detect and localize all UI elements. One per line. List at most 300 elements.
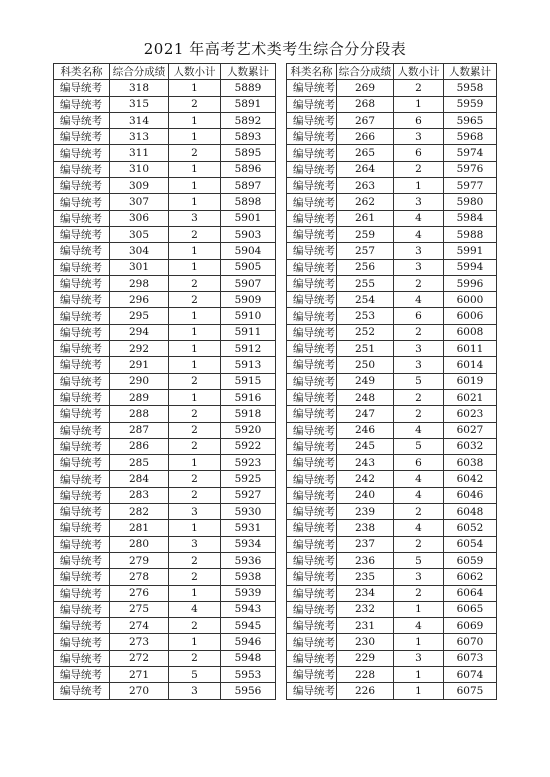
table-row [287, 601, 497, 617]
cell-score: 315 [110, 96, 169, 112]
table-row [54, 389, 276, 405]
cell-cumulative: 5945 [221, 618, 276, 634]
cell-score: 263 [337, 178, 394, 194]
cell-subject: 编导统考 [287, 471, 337, 487]
cell-cumulative: 5923 [221, 455, 276, 471]
cell-score: 275 [110, 601, 169, 617]
cell-cumulative: 5918 [221, 406, 276, 422]
cell-subject: 编导统考 [54, 487, 110, 503]
cell-score: 238 [337, 520, 394, 536]
table-row [287, 438, 497, 454]
cell-score: 280 [110, 536, 169, 552]
cell-count: 4 [394, 618, 444, 634]
cell-cumulative: 5930 [221, 504, 276, 520]
cell-subject: 编导统考 [287, 96, 337, 112]
table-row [54, 552, 276, 568]
cell-score: 284 [110, 471, 169, 487]
cell-cumulative: 5943 [221, 601, 276, 617]
table-row [287, 683, 497, 699]
cell-subject: 编导统考 [54, 504, 110, 520]
table-row [54, 438, 276, 454]
cell-score: 282 [110, 504, 169, 520]
cell-score: 234 [337, 585, 394, 601]
cell-count: 2 [169, 96, 221, 112]
cell-subject: 编导统考 [287, 683, 337, 699]
cell-cumulative: 5895 [221, 145, 276, 161]
cell-score: 230 [337, 634, 394, 650]
cell-count: 2 [169, 618, 221, 634]
cell-score: 314 [110, 112, 169, 128]
cell-count: 2 [394, 585, 444, 601]
cell-cumulative: 6073 [444, 650, 497, 666]
cell-score: 242 [337, 471, 394, 487]
cell-cumulative: 5898 [221, 194, 276, 210]
cell-score: 262 [337, 194, 394, 210]
cell-count: 1 [169, 324, 221, 340]
table-row [287, 618, 497, 634]
cell-score: 274 [110, 618, 169, 634]
cell-cumulative: 5925 [221, 471, 276, 487]
cell-cumulative: 6069 [444, 618, 497, 634]
table-row [54, 161, 276, 177]
cell-subject: 编导统考 [287, 666, 337, 682]
table-row [287, 487, 497, 503]
cell-subject: 编导统考 [54, 292, 110, 308]
cell-cumulative: 6023 [444, 406, 497, 422]
cell-score: 290 [110, 373, 169, 389]
table-row [287, 634, 497, 650]
cell-cumulative: 5920 [221, 422, 276, 438]
cell-score: 279 [110, 552, 169, 568]
cell-cumulative: 5968 [444, 129, 497, 145]
cell-count: 3 [394, 569, 444, 585]
cell-score: 285 [110, 455, 169, 471]
cell-count: 1 [169, 243, 221, 259]
cell-subject: 编导统考 [287, 536, 337, 552]
cell-subject: 编导统考 [54, 683, 110, 699]
cell-subject: 编导统考 [54, 601, 110, 617]
table-row [54, 634, 276, 650]
cell-count: 3 [394, 129, 444, 145]
cell-cumulative: 5988 [444, 226, 497, 242]
cell-count: 5 [394, 373, 444, 389]
cell-count: 4 [169, 601, 221, 617]
cell-subject: 编导统考 [287, 650, 337, 666]
cell-subject: 编导统考 [287, 275, 337, 291]
cell-count: 1 [169, 178, 221, 194]
cell-cumulative: 6014 [444, 357, 497, 373]
cell-score: 259 [337, 226, 394, 242]
cell-count: 2 [394, 406, 444, 422]
cell-score: 267 [337, 112, 394, 128]
cell-score: 292 [110, 341, 169, 357]
cell-subject: 编导统考 [54, 438, 110, 454]
cell-subject: 编导统考 [287, 520, 337, 536]
cell-cumulative: 5931 [221, 520, 276, 536]
cell-cumulative: 6008 [444, 324, 497, 340]
table-row [54, 292, 276, 308]
cell-count: 4 [394, 422, 444, 438]
cell-cumulative: 6062 [444, 569, 497, 585]
cell-score: 281 [110, 520, 169, 536]
table-row [287, 536, 497, 552]
cell-count: 1 [169, 389, 221, 405]
cell-subject: 编导统考 [54, 666, 110, 682]
table-row [287, 650, 497, 666]
header-row [287, 64, 497, 80]
cell-cumulative: 6054 [444, 536, 497, 552]
cell-cumulative: 6052 [444, 520, 497, 536]
cell-cumulative: 5907 [221, 275, 276, 291]
cell-score: 271 [110, 666, 169, 682]
cell-count: 2 [394, 536, 444, 552]
cell-subject: 编导统考 [287, 145, 337, 161]
table-row [54, 406, 276, 422]
table-row [54, 210, 276, 226]
cell-subject: 编导统考 [54, 389, 110, 405]
cell-count: 1 [169, 259, 221, 275]
table-row [54, 80, 276, 96]
cell-subject: 编导统考 [287, 161, 337, 177]
cell-count: 6 [394, 308, 444, 324]
cell-subject: 编导统考 [54, 422, 110, 438]
cell-count: 1 [169, 520, 221, 536]
cell-cumulative: 5965 [444, 112, 497, 128]
table-row [287, 96, 497, 112]
cell-score: 251 [337, 341, 394, 357]
cell-subject: 编导统考 [287, 210, 337, 226]
cell-cumulative: 5909 [221, 292, 276, 308]
cell-subject: 编导统考 [54, 520, 110, 536]
table-row [54, 520, 276, 536]
cell-score: 272 [110, 650, 169, 666]
table-row [54, 341, 276, 357]
cell-cumulative: 5891 [221, 96, 276, 112]
score-table-right [286, 63, 497, 700]
table-row [287, 422, 497, 438]
cell-score: 245 [337, 438, 394, 454]
table-row [54, 178, 276, 194]
table-row [287, 585, 497, 601]
cell-subject: 编导统考 [287, 357, 337, 373]
cell-subject: 编导统考 [54, 569, 110, 585]
cell-score: 296 [110, 292, 169, 308]
cell-score: 291 [110, 357, 169, 373]
cell-subject: 编导统考 [287, 569, 337, 585]
table-row [54, 471, 276, 487]
cell-score: 304 [110, 243, 169, 259]
cell-cumulative: 6019 [444, 373, 497, 389]
cell-cumulative: 5889 [221, 80, 276, 96]
table-row [54, 226, 276, 242]
cell-subject: 编导统考 [287, 504, 337, 520]
cell-subject: 编导统考 [54, 585, 110, 601]
table-row [287, 471, 497, 487]
table-row [287, 259, 497, 275]
cell-count: 1 [394, 178, 444, 194]
cell-subject: 编导统考 [287, 292, 337, 308]
cell-cumulative: 5892 [221, 112, 276, 128]
cell-score: 237 [337, 536, 394, 552]
table-row [287, 569, 497, 585]
cell-subject: 编导统考 [287, 243, 337, 259]
table-row [287, 308, 497, 324]
cell-subject: 编导统考 [287, 389, 337, 405]
cell-subject: 编导统考 [54, 308, 110, 324]
cell-score: 235 [337, 569, 394, 585]
cell-score: 289 [110, 389, 169, 405]
cell-cumulative: 6032 [444, 438, 497, 454]
cell-cumulative: 5934 [221, 536, 276, 552]
cell-cumulative: 6048 [444, 504, 497, 520]
cell-count: 3 [394, 259, 444, 275]
cell-cumulative: 5996 [444, 275, 497, 291]
cell-subject: 编导统考 [287, 324, 337, 340]
cell-count: 2 [169, 471, 221, 487]
cell-cumulative: 5913 [221, 357, 276, 373]
cell-score: 278 [110, 569, 169, 585]
cell-cumulative: 5980 [444, 194, 497, 210]
cell-subject: 编导统考 [54, 194, 110, 210]
cell-cumulative: 5976 [444, 161, 497, 177]
cell-count: 2 [169, 569, 221, 585]
table-row [287, 324, 497, 340]
table-row [54, 373, 276, 389]
cell-subject: 编导统考 [54, 129, 110, 145]
table-row [54, 129, 276, 145]
table-row [287, 292, 497, 308]
cell-cumulative: 5958 [444, 80, 497, 96]
cell-score: 252 [337, 324, 394, 340]
cell-count: 1 [169, 80, 221, 96]
cell-score: 301 [110, 259, 169, 275]
cell-count: 1 [169, 129, 221, 145]
cell-subject: 编导统考 [54, 210, 110, 226]
cell-subject: 编导统考 [54, 373, 110, 389]
table-row [287, 210, 497, 226]
cell-subject: 编导统考 [287, 178, 337, 194]
cell-score: 226 [337, 683, 394, 699]
col-header-count: 人数小计 [169, 64, 221, 80]
cell-score: 243 [337, 455, 394, 471]
table-row [54, 275, 276, 291]
cell-cumulative: 5916 [221, 389, 276, 405]
cell-subject: 编导统考 [287, 406, 337, 422]
cell-score: 240 [337, 487, 394, 503]
cell-subject: 编导统考 [54, 341, 110, 357]
cell-count: 2 [394, 324, 444, 340]
cell-count: 3 [394, 243, 444, 259]
cell-count: 2 [394, 275, 444, 291]
cell-cumulative: 5896 [221, 161, 276, 177]
header-row [54, 64, 276, 80]
cell-score: 287 [110, 422, 169, 438]
cell-score: 239 [337, 504, 394, 520]
cell-cumulative: 5915 [221, 373, 276, 389]
cell-cumulative: 5903 [221, 226, 276, 242]
cell-subject: 编导统考 [54, 96, 110, 112]
cell-subject: 编导统考 [54, 618, 110, 634]
table-row [287, 341, 497, 357]
cell-count: 1 [394, 634, 444, 650]
cell-score: 286 [110, 438, 169, 454]
cell-subject: 编导统考 [54, 275, 110, 291]
score-table-left [53, 63, 276, 700]
table-row [54, 259, 276, 275]
cell-count: 5 [394, 552, 444, 568]
cell-count: 2 [169, 292, 221, 308]
table-row [287, 666, 497, 682]
cell-score: 265 [337, 145, 394, 161]
col-header-cumulative: 人数累计 [444, 64, 497, 80]
cell-cumulative: 5897 [221, 178, 276, 194]
cell-subject: 编导统考 [54, 145, 110, 161]
cell-count: 1 [169, 357, 221, 373]
cell-cumulative: 5911 [221, 324, 276, 340]
table-row [54, 618, 276, 634]
col-header-subject: 科类名称 [287, 64, 337, 80]
cell-score: 268 [337, 96, 394, 112]
cell-subject: 编导统考 [287, 487, 337, 503]
cell-subject: 编导统考 [54, 634, 110, 650]
cell-count: 1 [169, 455, 221, 471]
cell-cumulative: 6038 [444, 455, 497, 471]
table-row [287, 373, 497, 389]
cell-count: 3 [169, 683, 221, 699]
cell-score: 306 [110, 210, 169, 226]
cell-cumulative: 5959 [444, 96, 497, 112]
cell-count: 2 [169, 373, 221, 389]
table-row [287, 80, 497, 96]
cell-count: 2 [169, 650, 221, 666]
table-row [287, 357, 497, 373]
table-row [287, 520, 497, 536]
table-row [54, 194, 276, 210]
cell-count: 6 [394, 455, 444, 471]
table-row [54, 487, 276, 503]
cell-count: 4 [394, 226, 444, 242]
cell-cumulative: 5977 [444, 178, 497, 194]
cell-cumulative: 6046 [444, 487, 497, 503]
cell-score: 257 [337, 243, 394, 259]
cell-score: 313 [110, 129, 169, 145]
cell-count: 1 [169, 585, 221, 601]
cell-count: 3 [169, 504, 221, 520]
cell-count: 4 [394, 487, 444, 503]
table-row [54, 683, 276, 699]
cell-subject: 编导统考 [54, 112, 110, 128]
cell-count: 3 [394, 650, 444, 666]
table-row [287, 145, 497, 161]
table-row [287, 226, 497, 242]
cell-cumulative: 5939 [221, 585, 276, 601]
table-row [54, 536, 276, 552]
cell-score: 254 [337, 292, 394, 308]
cell-count: 5 [394, 438, 444, 454]
cell-cumulative: 6000 [444, 292, 497, 308]
cell-score: 229 [337, 650, 394, 666]
cell-subject: 编导统考 [287, 585, 337, 601]
cell-score: 310 [110, 161, 169, 177]
cell-subject: 编导统考 [287, 308, 337, 324]
cell-score: 255 [337, 275, 394, 291]
cell-cumulative: 5991 [444, 243, 497, 259]
cell-subject: 编导统考 [54, 324, 110, 340]
cell-cumulative: 5904 [221, 243, 276, 259]
cell-count: 2 [394, 389, 444, 405]
cell-cumulative: 6042 [444, 471, 497, 487]
table-row [54, 243, 276, 259]
cell-cumulative: 5946 [221, 634, 276, 650]
table-row [54, 422, 276, 438]
cell-count: 2 [394, 80, 444, 96]
table-row [54, 308, 276, 324]
cell-subject: 编导统考 [287, 634, 337, 650]
table-row [287, 406, 497, 422]
cell-subject: 编导统考 [54, 80, 110, 96]
cell-cumulative: 6074 [444, 666, 497, 682]
table-row [54, 601, 276, 617]
cell-count: 1 [169, 341, 221, 357]
cell-cumulative: 5956 [221, 683, 276, 699]
cell-count: 1 [394, 666, 444, 682]
table-row [287, 194, 497, 210]
table-row [54, 650, 276, 666]
cell-cumulative: 5974 [444, 145, 497, 161]
cell-count: 2 [169, 145, 221, 161]
table-row [54, 585, 276, 601]
cell-score: 232 [337, 601, 394, 617]
cell-score: 231 [337, 618, 394, 634]
cell-score: 269 [337, 80, 394, 96]
page-title: 2021 年高考艺术类考生综合分分段表 [143, 40, 407, 58]
cell-cumulative: 5948 [221, 650, 276, 666]
cell-score: 228 [337, 666, 394, 682]
cell-cumulative: 5994 [444, 259, 497, 275]
cell-cumulative: 6064 [444, 585, 497, 601]
table-row [54, 666, 276, 682]
cell-score: 250 [337, 357, 394, 373]
cell-count: 3 [394, 357, 444, 373]
table-row [54, 357, 276, 373]
cell-count: 2 [394, 161, 444, 177]
cell-count: 4 [394, 292, 444, 308]
cell-count: 6 [394, 112, 444, 128]
col-header-score: 综合分成绩 [337, 64, 394, 80]
col-header-count: 人数小计 [394, 64, 444, 80]
cell-cumulative: 5901 [221, 210, 276, 226]
cell-count: 3 [169, 536, 221, 552]
cell-count: 1 [169, 194, 221, 210]
table-row [287, 455, 497, 471]
cell-count: 1 [169, 112, 221, 128]
table-row [287, 552, 497, 568]
cell-subject: 编导统考 [54, 161, 110, 177]
cell-score: 283 [110, 487, 169, 503]
cell-score: 270 [110, 683, 169, 699]
cell-subject: 编导统考 [287, 129, 337, 145]
table-row [54, 324, 276, 340]
cell-count: 4 [394, 210, 444, 226]
table-row [54, 112, 276, 128]
cell-cumulative: 6059 [444, 552, 497, 568]
cell-count: 1 [169, 634, 221, 650]
cell-score: 295 [110, 308, 169, 324]
cell-count: 4 [394, 520, 444, 536]
cell-cumulative: 6021 [444, 389, 497, 405]
cell-cumulative: 5910 [221, 308, 276, 324]
cell-subject: 编导统考 [287, 112, 337, 128]
